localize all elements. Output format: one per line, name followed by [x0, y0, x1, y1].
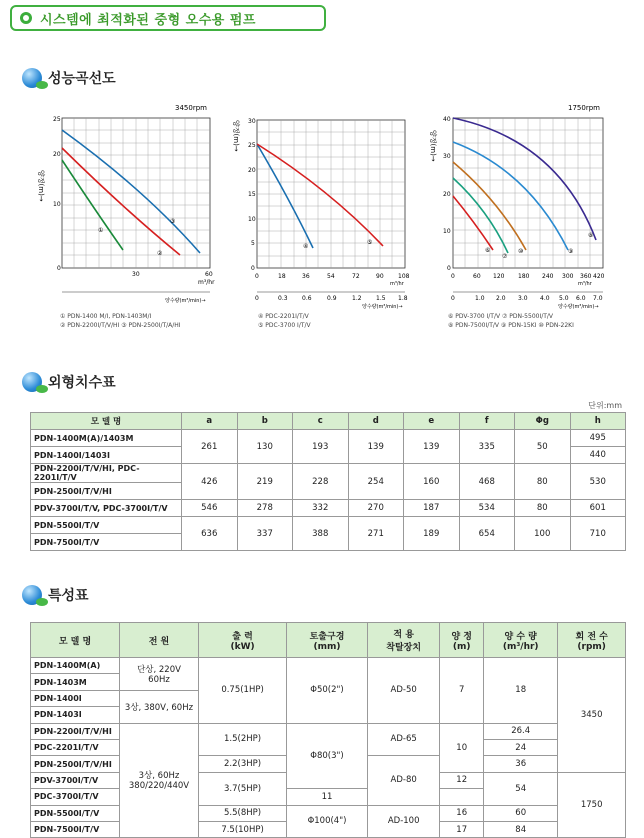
svg-text:0: 0	[451, 273, 455, 280]
svg-text:240: 240	[542, 273, 554, 280]
svg-text:m³/hr: m³/hr	[390, 281, 404, 287]
curve-10	[453, 118, 596, 240]
table-header-row: 모 델 명 a b c d e f Φg h	[31, 413, 626, 430]
svg-text:30: 30	[248, 118, 256, 125]
svg-text:0: 0	[251, 265, 255, 272]
table-row: PDN-7500I/T/V 7.5(10HP) 17 84	[31, 821, 626, 837]
globe-icon	[22, 68, 42, 88]
svg-text:6.0: 6.0	[576, 295, 586, 302]
svg-text:18: 18	[278, 273, 286, 280]
svg-text:⑥: ⑥	[485, 247, 491, 254]
svg-text:0: 0	[255, 273, 259, 280]
legend-chart-1: ① PDN-1400 M/I, PDN-1403M/I ② PDN-2200I/T/V/HI ③ PDN-2500I/T/A/HI	[60, 313, 181, 329]
svg-text:②: ②	[157, 250, 163, 257]
table-row: PDN-1400M(A) 단상, 220V 60Hz 0.75(1HP) Φ50(2") AD-50 7 18 3450	[31, 658, 626, 674]
svg-text:40: 40	[443, 116, 451, 123]
unit-label: 단위:mm	[588, 401, 622, 410]
svg-text:③: ③	[170, 218, 176, 225]
svg-text:⑦: ⑦	[502, 253, 508, 260]
svg-text:54: 54	[327, 273, 335, 280]
svg-text:⑤: ⑤	[367, 239, 373, 246]
table-row: PDN-5500I/T/V 5.5(8HP) Φ100(4") AD-100 16 60	[31, 805, 626, 821]
curve-5	[257, 144, 383, 246]
svg-text:4.0: 4.0	[540, 295, 550, 302]
svg-text:10: 10	[53, 201, 61, 208]
svg-text:30: 30	[443, 153, 451, 160]
svg-text:양수량(m³/min)→: 양수량(m³/min)→	[362, 304, 403, 310]
svg-text:10: 10	[248, 216, 256, 223]
svg-text:20: 20	[248, 167, 256, 174]
svg-text:①: ①	[98, 227, 104, 234]
svg-text:⑨: ⑨	[568, 248, 574, 255]
curve-4	[257, 144, 313, 248]
section-dims: 외형치수표	[22, 372, 116, 392]
svg-text:120: 120	[493, 273, 505, 280]
svg-text:0.3: 0.3	[278, 295, 288, 302]
svg-text:양정(m)→: 양정(m)→	[429, 130, 437, 162]
dimension-table	[30, 412, 626, 551]
svg-text:90: 90	[376, 273, 384, 280]
svg-text:25: 25	[53, 116, 61, 123]
svg-text:5: 5	[251, 240, 255, 247]
svg-text:300: 300	[562, 273, 574, 280]
legend-chart-3: ⑥ PDV-3700 I/T/V ⑦ PDN-5500I/T/V ⑧ PDN-7500I/T/V ⑨ PDN-15KI ⑩ PDN-22KI	[448, 313, 574, 329]
table-row: PDN-1400M(A)/1403M 261 130 193 139 139 335 50 495	[31, 430, 626, 447]
svg-text:0: 0	[451, 295, 455, 302]
svg-text:양수량(m³/min)→: 양수량(m³/min)→	[558, 304, 599, 310]
spec-table	[30, 622, 626, 838]
svg-text:25: 25	[248, 142, 256, 149]
table-row: PDV-3700I/T/V, PDC-3700I/T/V 546 278 332 270 187 534 80 601	[31, 500, 626, 517]
svg-text:0.6: 0.6	[302, 295, 312, 302]
svg-text:1.5: 1.5	[376, 295, 386, 302]
svg-text:180: 180	[518, 273, 530, 280]
svg-text:360: 360	[580, 273, 592, 280]
svg-text:양수량(m³/min)→: 양수량(m³/min)→	[165, 298, 206, 304]
svg-text:1.0: 1.0	[475, 295, 485, 302]
table-row: PDN-1403M	[31, 674, 626, 690]
table-row: PDN-5500I/T/V 636 337 388 271 189 654 100 710	[31, 517, 626, 534]
svg-text:420: 420	[593, 273, 605, 280]
legend-chart-2: ④ PDC-2201I/T/V ⑤ PDC-3700 I/T/V	[258, 313, 311, 329]
svg-text:2.0: 2.0	[496, 295, 506, 302]
grid	[453, 118, 603, 268]
curve-2	[62, 148, 180, 255]
svg-text:1.8: 1.8	[398, 295, 408, 302]
rpm-label: 3450rpm	[175, 104, 207, 112]
section-curves: 성능곡선도	[22, 68, 116, 88]
performance-curve-chart-2	[230, 100, 420, 320]
svg-text:1750rpm: 1750rpm	[568, 104, 600, 112]
title-banner	[10, 5, 326, 31]
table-row: PDC-3700I/T/V 11	[31, 789, 626, 805]
table-row: PDN-1400I/1403I 440	[31, 447, 626, 464]
section-specs: 특성표	[22, 585, 89, 605]
svg-text:0: 0	[255, 295, 259, 302]
svg-text:5.0: 5.0	[559, 295, 569, 302]
globe-icon	[22, 585, 42, 605]
svg-text:④: ④	[303, 243, 309, 250]
table-row: PDN-2200I/T/V/HI, PDC-2201I/T/V 426 219 228 254 160 468 80 530	[31, 464, 626, 483]
svg-text:20: 20	[53, 151, 61, 158]
svg-text:30: 30	[132, 271, 140, 278]
table-row: PDV-3700I/T/V 3.7(5HP) 12 54 1750	[31, 772, 626, 788]
table-header-row: 모 델 명 전 원 출 력 (kW) 토출구경 (mm) 적 용 착탈장치 양 정 (m) 양 수 량 (m³/hr) 회 전 수 (rpm)	[31, 623, 626, 658]
table-row: PDC-2201I/T/V 24	[31, 739, 626, 755]
svg-text:⑧: ⑧	[588, 232, 594, 239]
svg-text:60: 60	[205, 271, 213, 278]
table-row: PDN-7500I/T/V	[31, 534, 626, 551]
svg-text:0: 0	[57, 265, 61, 272]
svg-text:72: 72	[352, 273, 360, 280]
curve-6	[453, 196, 493, 250]
svg-text:108: 108	[398, 273, 410, 280]
table-row: PDN-1400I 3상, 380V, 60Hz	[31, 690, 626, 706]
svg-text:36: 36	[302, 273, 310, 280]
svg-text:15: 15	[248, 191, 256, 198]
globe-icon	[22, 372, 42, 392]
svg-text:20: 20	[443, 191, 451, 198]
performance-curve-chart-1	[35, 100, 225, 320]
svg-text:⑩: ⑩	[518, 248, 524, 255]
table-row: PDN-1403I	[31, 707, 626, 723]
bullet-icon	[20, 12, 32, 24]
banner-title: 시스템에 최적화된 중형 오수용 펌프	[40, 12, 256, 28]
svg-text:1.2: 1.2	[352, 295, 362, 302]
svg-text:양정(m)→: 양정(m)→	[37, 170, 45, 202]
svg-text:m³/hr: m³/hr	[198, 279, 215, 286]
svg-text:7.0: 7.0	[593, 295, 603, 302]
svg-text:m³/hr: m³/hr	[578, 281, 592, 287]
svg-text:0.9: 0.9	[327, 295, 337, 302]
performance-curve-chart-3	[428, 100, 618, 320]
svg-text:0: 0	[447, 265, 451, 272]
table-row: PDN-2500I/T/V/HI	[31, 483, 626, 500]
table-row: PDN-2200I/T/V/HI 3상, 60Hz 380/220/440V 1.5(2HP) Φ80(3") AD-65 10 26.4	[31, 723, 626, 739]
table-row: PDN-2500I/T/V/HI 2.2(3HP) AD-80 36	[31, 756, 626, 772]
svg-text:3.0: 3.0	[518, 295, 528, 302]
curve-7	[453, 178, 508, 253]
svg-text:60: 60	[473, 273, 481, 280]
svg-text:10: 10	[443, 228, 451, 235]
svg-text:양정(m)→: 양정(m)→	[232, 120, 240, 152]
